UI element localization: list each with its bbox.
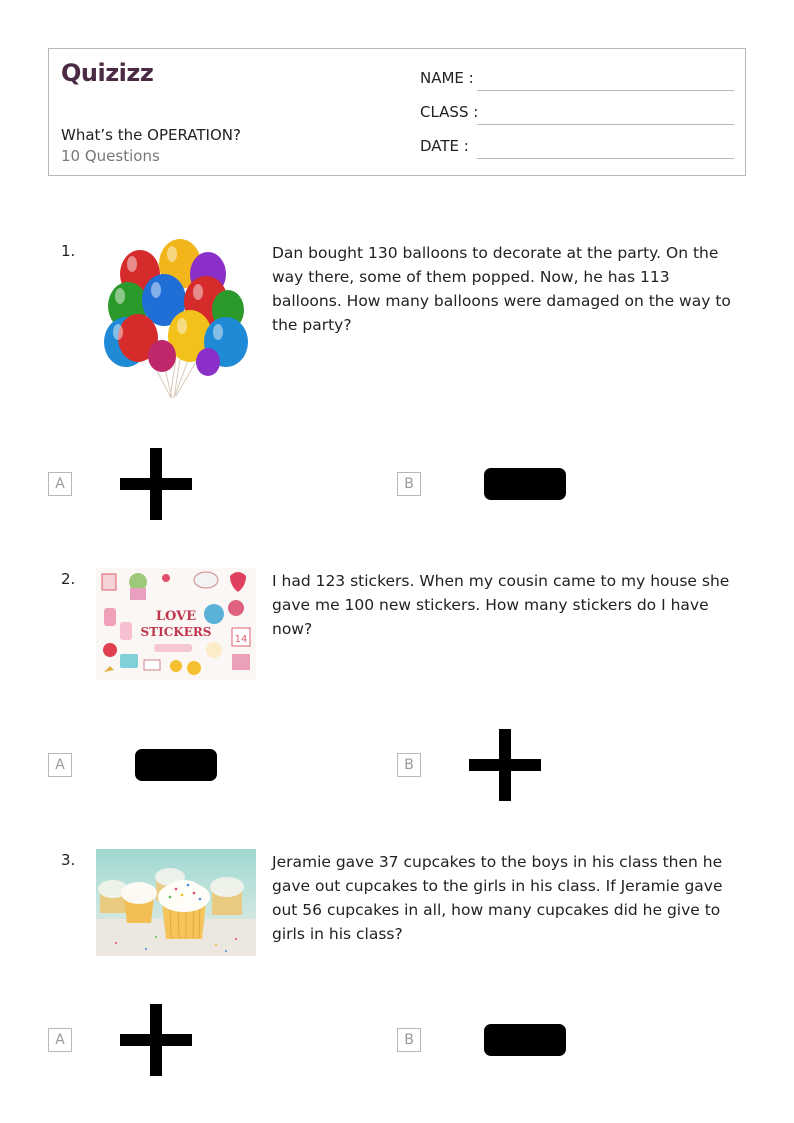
name-field[interactable] (420, 67, 734, 91)
question-number: 1. (61, 242, 76, 260)
class-label: CLASS : (420, 103, 479, 121)
minus-icon[interactable] (135, 749, 217, 781)
sticker-stickers-text: STICKERS (140, 625, 212, 639)
question-count: 10 Questions (61, 147, 160, 165)
option-letter-box[interactable]: B (397, 1028, 421, 1052)
class-field[interactable] (420, 101, 734, 125)
name-line[interactable] (477, 90, 734, 91)
question-text: Dan bought 130 balloons to decorate at the party. On the way there, some of them popped. Now, he has 113 balloons. How many balloons were damaged on the way to the party? (272, 244, 731, 334)
date-line[interactable] (477, 158, 734, 159)
option-letter-box[interactable]: B (397, 472, 421, 496)
question-text: Jeramie gave 37 cupcakes to the boys in his class then he gave out cupcakes to the girls in his class. If Jeramie gave out 56 cupcakes in all, how many cupcakes did he give to girls in his class? (272, 853, 723, 943)
minus-icon[interactable] (484, 1024, 566, 1056)
option-letter-box[interactable]: A (48, 472, 72, 496)
plus-icon[interactable] (469, 729, 541, 801)
date-label: DATE : (420, 137, 469, 155)
question-number: 3. (61, 851, 76, 869)
question-text: I had 123 stickers. When my cousin came to my house she gave me 100 new stickers. How many stickers do I have now? (272, 572, 730, 638)
class-line[interactable] (477, 124, 734, 125)
worksheet-header (48, 48, 746, 176)
plus-icon[interactable] (120, 1004, 192, 1076)
date-field[interactable] (420, 135, 734, 159)
svg-text:14: 14 (234, 634, 248, 645)
sticker-love-text: LOVE (155, 609, 197, 624)
option-letter-box[interactable]: A (48, 753, 72, 777)
name-label: NAME : (420, 69, 474, 87)
question-number: 2. (61, 570, 76, 588)
cupcakes-image (96, 849, 256, 956)
option-letter-box[interactable]: B (397, 753, 421, 777)
balloons-image (100, 238, 252, 400)
plus-icon[interactable] (120, 448, 192, 520)
quizizz-logo: Quizizz (61, 59, 154, 87)
worksheet-title: What’s the OPERATION? (61, 126, 241, 144)
love-stickers-image (96, 568, 256, 680)
minus-icon[interactable] (484, 468, 566, 500)
option-letter-box[interactable]: A (48, 1028, 72, 1052)
